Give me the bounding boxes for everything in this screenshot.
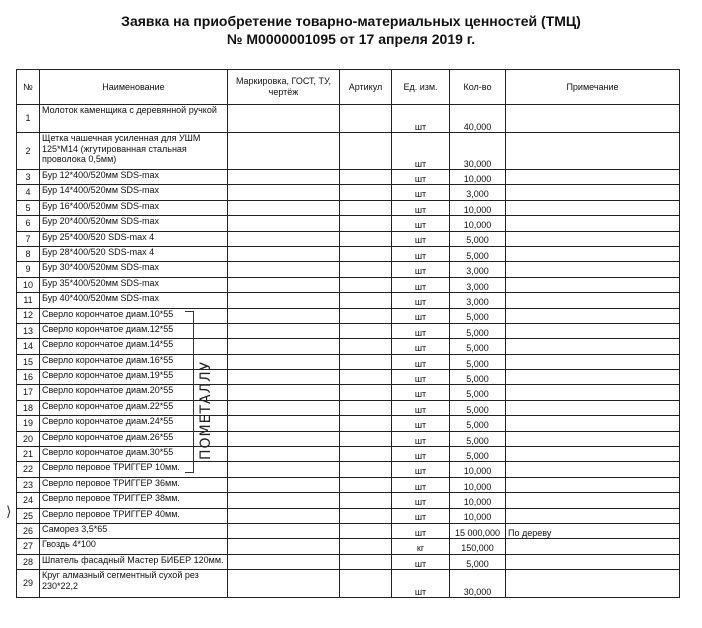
table-row xyxy=(17,431,680,446)
row-qty: 3,000 xyxy=(450,262,506,277)
row-marking xyxy=(228,385,340,400)
row-unit: шт xyxy=(392,293,450,308)
row-name: Сверло корончатое диам.20*55 xyxy=(40,385,228,400)
table-row xyxy=(17,523,680,538)
row-qty: 5,000 xyxy=(450,431,506,446)
row-name: Бур 14*400/520мм SDS-max xyxy=(40,185,228,200)
row-article xyxy=(340,262,392,277)
row-article xyxy=(340,477,392,492)
row-marking xyxy=(228,477,340,492)
row-article xyxy=(340,277,392,292)
row-qty: 5,000 xyxy=(450,308,506,323)
row-unit: шт xyxy=(392,554,450,569)
row-marking xyxy=(228,231,340,246)
table-row xyxy=(17,385,680,400)
row-marking xyxy=(228,185,340,200)
row-unit: шт xyxy=(392,447,450,462)
row-qty: 15 000,000 xyxy=(450,523,506,538)
row-name: Круг алмазный сегментный сухой рез 230*22,2 xyxy=(40,570,228,598)
row-note xyxy=(506,308,680,323)
row-name: Бур 40*400/520мм SDS-max xyxy=(40,293,228,308)
row-qty: 10,000 xyxy=(450,508,506,523)
row-name: Шпатель фасадный Мастер БИБЕР 120мм. xyxy=(40,554,228,569)
row-name: Молоток каменщика с деревянной ручкой xyxy=(40,105,228,133)
row-note xyxy=(506,323,680,338)
row-name: Сверло корончатое диам.24*55 xyxy=(40,416,228,431)
row-name: Сверло корончатое диам.26*55 xyxy=(40,431,228,446)
row-qty: 10,000 xyxy=(450,493,506,508)
header-num: № xyxy=(17,70,40,105)
row-qty: 5,000 xyxy=(450,231,506,246)
row-unit: шт xyxy=(392,523,450,538)
row-unit: шт xyxy=(392,170,450,185)
table-row xyxy=(17,323,680,338)
handwritten-note: ПОМЕТАЛЛУ xyxy=(198,360,214,460)
table-body xyxy=(17,105,680,598)
header-article: Артикул xyxy=(340,70,392,105)
row-qty: 40,000 xyxy=(450,105,506,133)
row-qty: 5,000 xyxy=(450,554,506,569)
row-unit: шт xyxy=(392,477,450,492)
row-number: 23 xyxy=(17,477,40,492)
row-note xyxy=(506,262,680,277)
row-note xyxy=(506,133,680,170)
row-unit: шт xyxy=(392,462,450,477)
row-qty: 10,000 xyxy=(450,477,506,492)
row-unit: шт xyxy=(392,508,450,523)
row-name: Бур 25*400/520 SDS-max 4 xyxy=(40,231,228,246)
row-article xyxy=(340,323,392,338)
row-marking xyxy=(228,339,340,354)
row-number: 4 xyxy=(17,185,40,200)
row-name: Сверло корончатое диам.30*55 xyxy=(40,447,228,462)
row-unit: шт xyxy=(392,416,450,431)
row-qty: 5,000 xyxy=(450,370,506,385)
row-unit: шт xyxy=(392,185,450,200)
row-number: 17 xyxy=(17,385,40,400)
row-article xyxy=(340,400,392,415)
row-name: Саморез 3,5*65 xyxy=(40,523,228,538)
row-qty: 10,000 xyxy=(450,200,506,215)
row-article xyxy=(340,370,392,385)
row-number: 1 xyxy=(17,105,40,133)
row-name: Бур 28*400/520 SDS-max 4 xyxy=(40,246,228,261)
row-unit: шт xyxy=(392,493,450,508)
row-name: Сверло корончатое диам.12*55 xyxy=(40,323,228,338)
row-article xyxy=(340,354,392,369)
row-qty: 150,000 xyxy=(450,539,506,554)
row-marking xyxy=(228,293,340,308)
row-name: Сверло перовое ТРИГГЕР 36мм. xyxy=(40,477,228,492)
row-name: Щетка чашечная усиленная для УШМ 125*М14 (жгутированная стальная проволока 0,5мм) xyxy=(40,133,228,170)
row-number: 25 xyxy=(17,508,40,523)
row-number: 19 xyxy=(17,416,40,431)
row-article xyxy=(340,293,392,308)
row-article xyxy=(340,508,392,523)
row-name: Бур 16*400/520мм SDS-max xyxy=(40,200,228,215)
row-article xyxy=(340,105,392,133)
row-note xyxy=(506,185,680,200)
row-unit: шт xyxy=(392,308,450,323)
table-row xyxy=(17,246,680,261)
table-row xyxy=(17,354,680,369)
row-note xyxy=(506,200,680,215)
row-qty: 5,000 xyxy=(450,339,506,354)
row-marking xyxy=(228,447,340,462)
table-row xyxy=(17,293,680,308)
row-unit: шт xyxy=(392,133,450,170)
row-marking xyxy=(228,523,340,538)
row-name: Бур 35*400/520мм SDS-max xyxy=(40,277,228,292)
title-line-1: Заявка на приобретение товарно-материальных ценностей (ТМЦ) xyxy=(121,13,581,29)
row-note xyxy=(506,508,680,523)
row-name: Бур 30*400/520мм SDS-max xyxy=(40,262,228,277)
table-row xyxy=(17,570,680,598)
row-number: 6 xyxy=(17,216,40,231)
items-table xyxy=(16,69,680,598)
row-article xyxy=(340,416,392,431)
row-marking xyxy=(228,416,340,431)
row-note xyxy=(506,246,680,261)
row-qty: 10,000 xyxy=(450,462,506,477)
row-qty: 5,000 xyxy=(450,354,506,369)
row-article xyxy=(340,570,392,598)
table-row xyxy=(17,339,680,354)
row-name: Сверло корончатое диам.16*55 xyxy=(40,354,228,369)
row-unit: шт xyxy=(392,216,450,231)
row-name: Бур 12*400/520мм SDS-max xyxy=(40,170,228,185)
row-number: 26 xyxy=(17,523,40,538)
row-unit: шт xyxy=(392,400,450,415)
row-marking xyxy=(228,370,340,385)
row-unit: шт xyxy=(392,385,450,400)
row-article xyxy=(340,133,392,170)
table-row xyxy=(17,400,680,415)
row-note xyxy=(506,339,680,354)
table-row xyxy=(17,477,680,492)
table-row xyxy=(17,185,680,200)
row-number: 8 xyxy=(17,246,40,261)
header-unit: Ед. изм. xyxy=(392,70,450,105)
row-qty: 30,000 xyxy=(450,133,506,170)
row-unit: шт xyxy=(392,246,450,261)
table-row xyxy=(17,308,680,323)
row-marking xyxy=(228,354,340,369)
row-article xyxy=(340,431,392,446)
row-number: 18 xyxy=(17,400,40,415)
row-note xyxy=(506,462,680,477)
row-unit: шт xyxy=(392,339,450,354)
row-note xyxy=(506,370,680,385)
row-article xyxy=(340,308,392,323)
table-header-row xyxy=(17,70,680,105)
table-row xyxy=(17,277,680,292)
row-note xyxy=(506,539,680,554)
row-unit: шт xyxy=(392,105,450,133)
row-marking xyxy=(228,539,340,554)
row-marking xyxy=(228,508,340,523)
header-qty: Кол-во xyxy=(450,70,506,105)
row-number: 9 xyxy=(17,262,40,277)
row-article xyxy=(340,185,392,200)
row-number: 24 xyxy=(17,493,40,508)
row-marking xyxy=(228,105,340,133)
row-article xyxy=(340,216,392,231)
row-note xyxy=(506,570,680,598)
row-unit: шт xyxy=(392,570,450,598)
row-number: 21 xyxy=(17,447,40,462)
row-note xyxy=(506,231,680,246)
row-note xyxy=(506,554,680,569)
table-row xyxy=(17,539,680,554)
handwritten-mark: ⟩ xyxy=(6,503,12,519)
row-note xyxy=(506,431,680,446)
table-row xyxy=(17,170,680,185)
row-number: 12 xyxy=(17,308,40,323)
table-row xyxy=(17,554,680,569)
row-qty: 10,000 xyxy=(450,170,506,185)
row-marking xyxy=(228,570,340,598)
row-note xyxy=(506,400,680,415)
row-unit: шт xyxy=(392,262,450,277)
row-marking xyxy=(228,431,340,446)
row-number: 3 xyxy=(17,170,40,185)
title-line-2: № М0000001095 от 17 апреля 2019 г. xyxy=(226,31,476,47)
row-qty: 3,000 xyxy=(450,277,506,292)
row-name: Бур 20*400/520мм SDS-max xyxy=(40,216,228,231)
row-marking xyxy=(228,246,340,261)
row-marking xyxy=(228,462,340,477)
header-name: Наименование xyxy=(40,70,228,105)
row-article xyxy=(340,493,392,508)
row-article xyxy=(340,462,392,477)
row-name: Сверло корончатое диам.22*55 xyxy=(40,400,228,415)
row-number: 15 xyxy=(17,354,40,369)
table-row xyxy=(17,370,680,385)
row-qty: 5,000 xyxy=(450,385,506,400)
row-note: По дереву xyxy=(506,523,680,538)
row-note xyxy=(506,385,680,400)
table-row xyxy=(17,200,680,215)
row-article xyxy=(340,231,392,246)
row-article xyxy=(340,200,392,215)
row-marking xyxy=(228,262,340,277)
row-unit: шт xyxy=(392,431,450,446)
row-marking xyxy=(228,200,340,215)
row-article xyxy=(340,385,392,400)
row-qty: 10,000 xyxy=(450,216,506,231)
row-note xyxy=(506,293,680,308)
row-name: Сверло перовое ТРИГГЕР 10мм. xyxy=(40,462,228,477)
row-name: Сверло корончатое диам.19*55 xyxy=(40,370,228,385)
row-marking xyxy=(228,323,340,338)
table-row xyxy=(17,133,680,170)
row-qty: 5,000 xyxy=(450,416,506,431)
row-number: 10 xyxy=(17,277,40,292)
row-name: Сверло корончатое диам.10*55 xyxy=(40,308,228,323)
row-unit: шт xyxy=(392,200,450,215)
row-note xyxy=(506,216,680,231)
row-number: 28 xyxy=(17,554,40,569)
row-number: 16 xyxy=(17,370,40,385)
row-unit: шт xyxy=(392,370,450,385)
row-note xyxy=(506,105,680,133)
row-marking xyxy=(228,216,340,231)
row-note xyxy=(506,477,680,492)
handwritten-bracket xyxy=(185,311,194,473)
table-row xyxy=(17,462,680,477)
row-qty: 5,000 xyxy=(450,323,506,338)
table-row xyxy=(17,262,680,277)
row-marking xyxy=(228,554,340,569)
row-number: 20 xyxy=(17,431,40,446)
row-unit: шт xyxy=(392,323,450,338)
row-name: Сверло корончатое диам.14*55 xyxy=(40,339,228,354)
row-unit: шт xyxy=(392,354,450,369)
table-row xyxy=(17,447,680,462)
table-row xyxy=(17,508,680,523)
row-unit: кг xyxy=(392,539,450,554)
row-article xyxy=(340,246,392,261)
row-qty: 30,000 xyxy=(450,570,506,598)
row-marking xyxy=(228,493,340,508)
row-note xyxy=(506,447,680,462)
row-marking xyxy=(228,277,340,292)
row-unit: шт xyxy=(392,231,450,246)
row-number: 14 xyxy=(17,339,40,354)
header-marking: Маркировка, ГОСТ, ТУ, чертёж xyxy=(228,70,340,105)
row-qty: 3,000 xyxy=(450,293,506,308)
table-row xyxy=(17,216,680,231)
row-article xyxy=(340,539,392,554)
row-qty: 5,000 xyxy=(450,246,506,261)
row-note xyxy=(506,277,680,292)
row-article xyxy=(340,339,392,354)
table-row xyxy=(17,105,680,133)
row-number: 11 xyxy=(17,293,40,308)
row-qty: 5,000 xyxy=(450,447,506,462)
row-note xyxy=(506,493,680,508)
row-qty: 5,000 xyxy=(450,400,506,415)
row-number: 7 xyxy=(17,231,40,246)
row-number: 27 xyxy=(17,539,40,554)
document-title xyxy=(0,12,702,48)
row-article xyxy=(340,170,392,185)
row-name: Гвоздь 4*100 xyxy=(40,539,228,554)
row-qty: 3,000 xyxy=(450,185,506,200)
row-note xyxy=(506,170,680,185)
row-number: 5 xyxy=(17,200,40,215)
row-note xyxy=(506,416,680,431)
row-marking xyxy=(228,170,340,185)
row-number: 13 xyxy=(17,323,40,338)
row-marking xyxy=(228,308,340,323)
row-marking xyxy=(228,400,340,415)
row-name: Сверло перовое ТРИГГЕР 38мм. xyxy=(40,493,228,508)
table-row xyxy=(17,416,680,431)
table-row xyxy=(17,493,680,508)
row-unit: шт xyxy=(392,277,450,292)
row-article xyxy=(340,447,392,462)
header-note: Примечание xyxy=(506,70,680,105)
row-number: 22 xyxy=(17,462,40,477)
row-number: 2 xyxy=(17,133,40,170)
table-row xyxy=(17,231,680,246)
row-marking xyxy=(228,133,340,170)
row-name: Сверло перовое ТРИГГЕР 40мм. xyxy=(40,508,228,523)
row-note xyxy=(506,354,680,369)
row-article xyxy=(340,554,392,569)
row-number: 29 xyxy=(17,570,40,598)
row-article xyxy=(340,523,392,538)
